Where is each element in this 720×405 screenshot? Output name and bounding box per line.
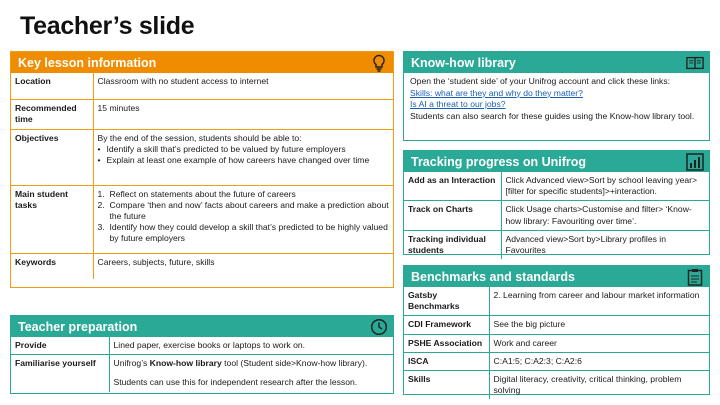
knowhow-header: [404, 52, 709, 73]
benchmark-row-value: Work and career: [489, 334, 709, 352]
table-row: [11, 73, 393, 99]
list-item: 3. Identify how they could develop a skill that’s predicted to be highly valued by future employers: [97, 222, 388, 244]
table-row: [404, 201, 709, 230]
benchmarks-heading: Benchmarks and standards: [411, 269, 575, 284]
bar-chart-icon: [686, 153, 704, 171]
key-lesson-heading: Key lesson information: [18, 55, 157, 70]
table-row: [11, 355, 393, 392]
benchmark-row-value: C:A1:5; C:A2:3; C:A2:6: [489, 352, 709, 370]
benchmarks-panel: [403, 265, 710, 395]
slide-title: Teacher’s slide: [20, 12, 195, 40]
benchmark-row-label: Gatsby Benchmarks: [404, 287, 489, 316]
teacher-prep-table: [11, 337, 393, 392]
objectives-label: Objectives: [11, 129, 93, 185]
knowhow-outro: Students can also search for these guides using the Know-how library tool.: [410, 110, 695, 121]
table-row: [404, 172, 709, 201]
tracking-header: [404, 151, 709, 172]
keywords-label: Keywords: [11, 253, 93, 279]
benchmark-row-label: Skills: [404, 370, 489, 399]
table-row: [404, 230, 709, 259]
knowhow-body: [404, 73, 709, 125]
table-row: [11, 185, 393, 253]
list-item: 1. Reflect on statements about the future of careers: [97, 188, 296, 199]
provide-label: Provide: [11, 337, 109, 355]
tracking-row-value: Advanced view>Sort by>Library profiles in Favourites: [505, 233, 666, 255]
table-row: [11, 129, 393, 185]
key-lesson-table: [11, 73, 393, 279]
tracking-row-label: Tracking individual students: [404, 230, 501, 259]
tracking-row-label: Track on Charts: [404, 201, 501, 230]
key-lesson-header: [11, 52, 393, 73]
book-icon: [686, 54, 704, 72]
table-row: [404, 287, 709, 316]
benchmark-row-value: Digital literacy, creativity, critical thinking, problem solving: [493, 373, 682, 396]
location-label: Location: [11, 73, 93, 99]
benchmarks-header: [404, 266, 709, 287]
time-value: 15 minutes: [93, 99, 393, 129]
knowhow-intro: Open the ‘student side’ of your Unifrog account and click these links:: [410, 76, 671, 86]
objectives-list: [98, 144, 390, 166]
skills-guide-link[interactable]: Skills: what are they and why do they matter?: [410, 87, 583, 98]
familiarise-label: Familiarise yourself: [11, 355, 109, 392]
table-row: [11, 337, 393, 355]
benchmark-row-label: ISCA: [404, 352, 489, 370]
knowhow-heading: Know-how library: [411, 55, 516, 70]
table-row: [11, 99, 393, 129]
benchmarks-table: [404, 287, 709, 399]
teacher-prep-header: [11, 316, 393, 337]
teacher-prep-heading: Teacher preparation: [18, 319, 138, 334]
list-item: • Explain at least one example of how careers have changed over time: [98, 155, 390, 166]
keywords-value: Careers, subjects, future, skills: [97, 256, 215, 267]
tracking-row-label: Add as an Interaction: [404, 172, 501, 201]
table-row: [404, 352, 709, 370]
table-row: [404, 316, 709, 334]
tasks-list: [98, 189, 390, 245]
clock-icon: [370, 318, 388, 336]
benchmark-row-label: CDI Framework: [404, 316, 489, 334]
teacher-prep-panel: [10, 315, 394, 394]
benchmark-row-value: See the big picture: [489, 316, 709, 334]
familiarise-value: Unifrog’s Know-how library tool (Student side>Know-how library).: [113, 358, 368, 369]
knowhow-panel: [403, 51, 710, 141]
provide-value: Lined paper, exercise books or laptops to work on.: [109, 337, 393, 355]
location-value: Classroom with no student access to internet: [93, 73, 393, 99]
objectives-intro: By the end of the session, students should be able to:: [97, 132, 302, 143]
benchmark-row-label: PSHE Association: [404, 334, 489, 352]
tasks-label: Main student tasks: [11, 185, 93, 253]
familiarise-note: Students can use this for independent research after the lesson.: [113, 377, 358, 388]
list-item: • Identify a skill that’s predicted to be valued by future employers: [98, 144, 390, 155]
benchmark-row-value: 2. Learning from career and labour market information: [489, 287, 709, 316]
ai-guide-link[interactable]: Is AI a threat to our jobs?: [410, 99, 506, 110]
clipboard-icon: [686, 268, 704, 286]
tracking-row-value: Click Advanced view>Sort by school leaving year>[filter for specific students]>+interaction.: [501, 172, 709, 201]
tracking-heading: Tracking progress on Unifrog: [411, 154, 587, 169]
time-label: Recommended time: [11, 99, 93, 129]
table-row: [404, 370, 709, 399]
key-lesson-panel: [10, 51, 394, 288]
table-row: [404, 334, 709, 352]
table-row: [11, 253, 393, 279]
tracking-table: [404, 172, 709, 259]
list-item: 2. Compare ‘then and now’ facts about careers and make a prediction about the future: [97, 199, 389, 221]
tracking-panel: [403, 150, 710, 255]
tracking-row-value: Click Usage charts>Customise and filter> ‘Know-how library: Favouriting over time’.: [501, 201, 709, 230]
lightbulb-icon: [370, 54, 388, 72]
